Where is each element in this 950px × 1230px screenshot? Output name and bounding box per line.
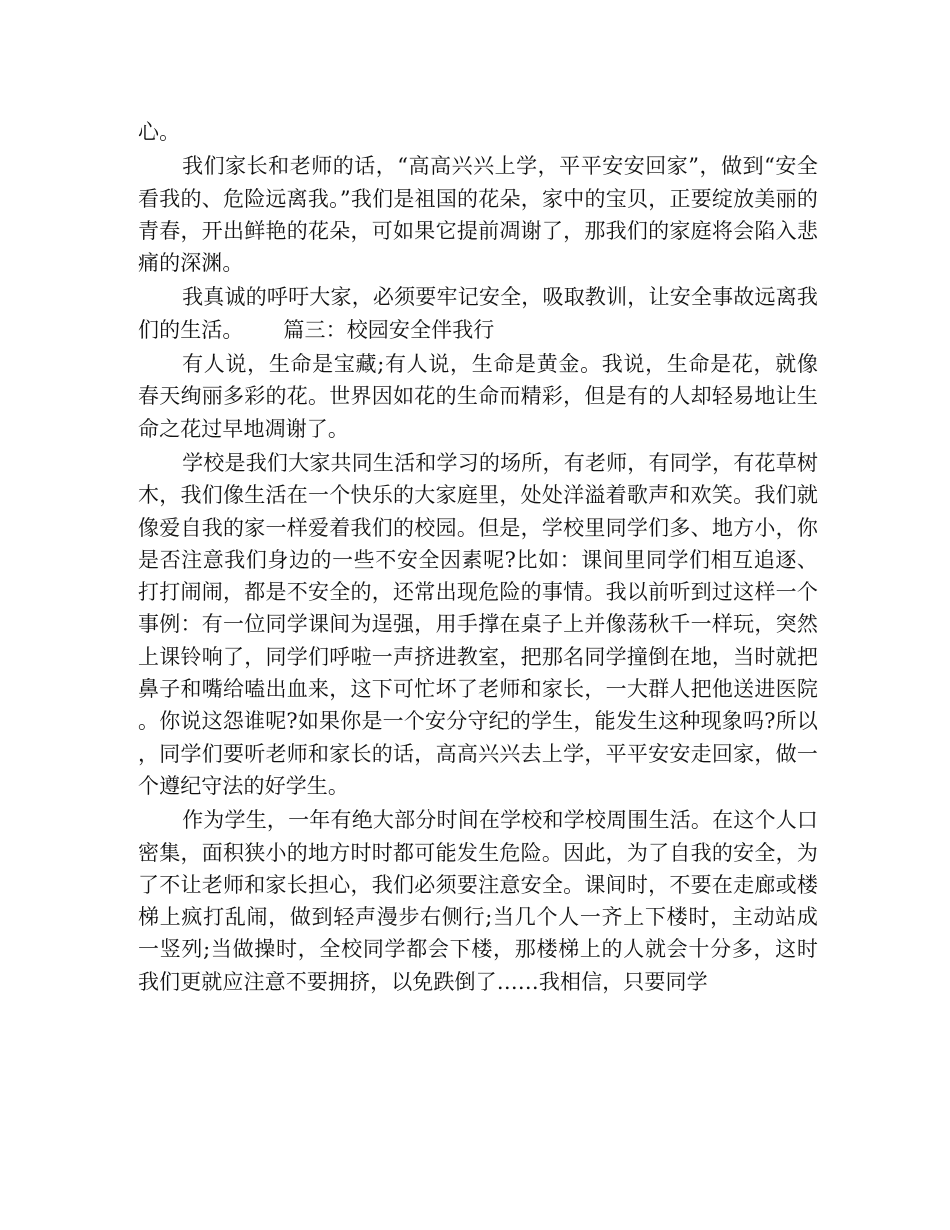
paragraph: [138, 281, 818, 346]
paragraph-continuation: [138, 116, 818, 148]
paragraph: [138, 804, 818, 998]
paragraph: [138, 447, 818, 802]
paragraph-text: 学校是我们大家共同生活和学习的场所，有老师，有同学，有花草树木，我们像生活在一个快乐的大家庭里，处处洋溢着歌声和欢笑。我们就像爱自我的家一样爱着我们的校园。但是，学校里同学们多、地方小，你是否注意我们身边的一些不安全因素呢?比如：课间里同学们相互追逐、打打闹闹，都是不安全的，还常出现危险的事情。我以前听到过这样一个事例：有一位同学课间为逞强，用手撑在桌子上并像荡秋千一样玩，突然上课铃响了，同学们呼啦一声挤进教室，把那名同学撞倒在地，当时就把鼻子和嘴给嗑出血来，这下可忙坏了老师和家长，一大群人把他送进医院。你说这怨谁呢?如果你是一个安分守纪的学生，能发生这种现象吗?所以，同学们要听老师和家长的话，高高兴兴去上学，平平安安走回家，做一个遵纪守法的好学生。: [138, 450, 818, 798]
paragraph-text: 心。: [138, 120, 181, 144]
document-page: [138, 116, 818, 998]
paragraph: [138, 348, 818, 445]
paragraph-text: 我们家长和老师的话，“高高兴兴上学，平平安安回家”，做到“安全看我的、危险远离我。”我们是祖国的花朵，家中的宝贝，正要绽放美丽的青春，开出鲜艳的花朵，可如果它提前凋谢了，那我们的家庭将会陷入悲痛的深渊。: [138, 154, 818, 276]
paragraph-text: 有人说，生命是宝藏;有人说，生命是黄金。我说，生命是花，就像春天绚丽多彩的花。世界因如花的生命而精彩，但是有的人却轻易地让生命之花过早地凋谢了。: [138, 352, 818, 441]
paragraph: [138, 150, 818, 279]
paragraph-text: 作为学生，一年有绝大部分时间在学校和学校周围生活。在这个人口密集，面积狭小的地方时时都可能发生危险。因此，为了自我的安全，为了不让老师和家长担心，我们必须要注意安全。课间时，不要在走廊或楼梯上疯打乱闹，做到轻声漫步右侧行;当几个人一齐上下楼时，主动站成一竖列;当做操时，全校同学都会下楼，那楼梯上的人就会十分多，这时我们更就应注意不要拥挤，以免跌倒了……我相信，只要同学: [138, 808, 818, 994]
paragraph-text: 我真诚的呼吁大家，必须要牢记安全，吸取教训，让安全事故远离我们的生活。: [138, 285, 818, 342]
section-heading: 篇三：校园安全伴我行: [283, 317, 495, 342]
